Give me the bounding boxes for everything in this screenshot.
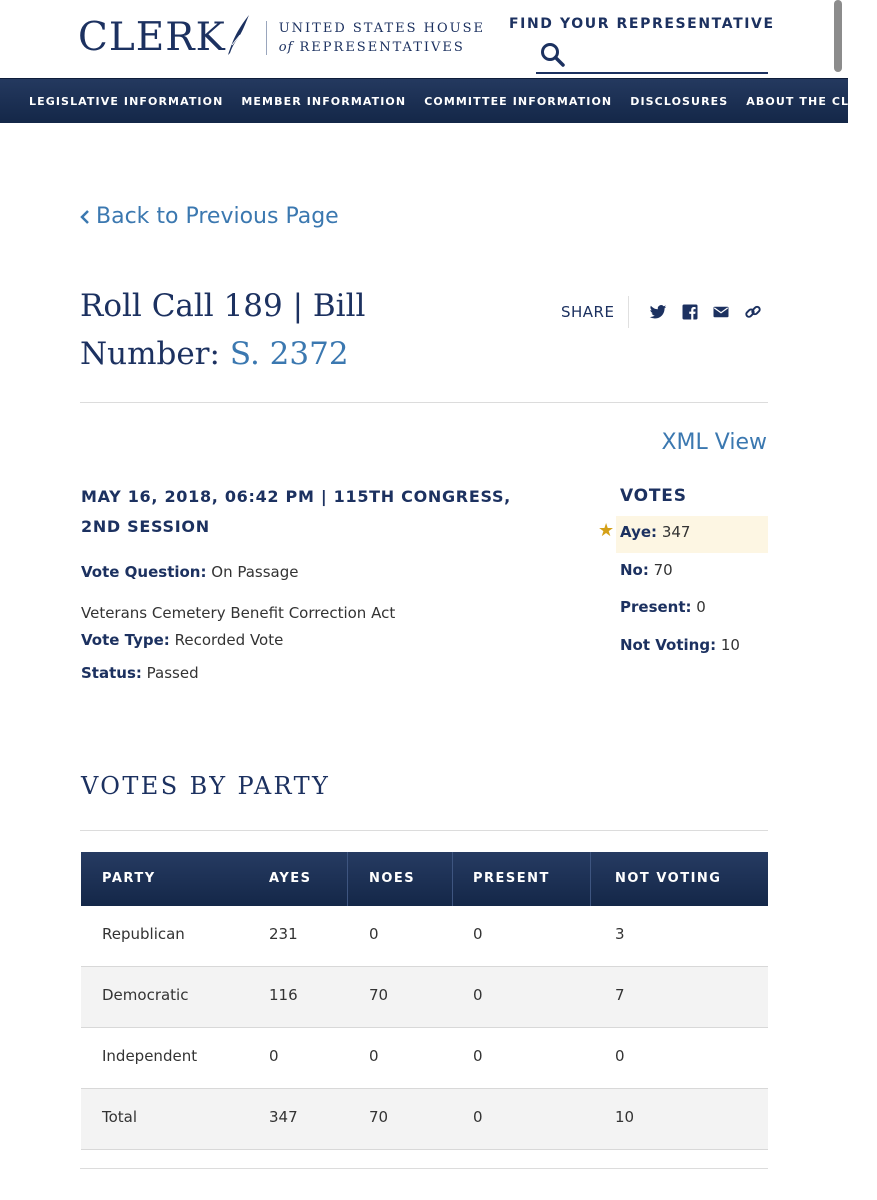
table-header — [81, 852, 768, 906]
vote-aye-label: Aye: — [620, 523, 658, 541]
header-divider — [590, 852, 591, 906]
header-divider — [347, 852, 348, 906]
cell-party: Democratic — [102, 986, 189, 1004]
nav-legislative-information[interactable]: LEGISLATIVE INFORMATION — [29, 94, 224, 108]
star-icon: ★ — [598, 520, 615, 541]
find-representative-title: FIND YOUR REPRESENTATIVE — [509, 16, 775, 32]
share-divider — [628, 296, 629, 328]
logo-subtitle-line2 — [279, 38, 485, 57]
cell-present: 0 — [473, 1108, 483, 1126]
vote-no — [620, 561, 673, 579]
page-title — [80, 282, 400, 378]
vote-present-label: Present: — [620, 598, 692, 616]
table-row — [81, 967, 768, 1028]
vote-present-count: 0 — [696, 598, 706, 616]
cell-noes: 70 — [369, 1108, 389, 1126]
header-party: PARTY — [102, 871, 156, 886]
table-row — [81, 906, 768, 967]
vote-type-label: Vote Type: — [81, 631, 170, 649]
vote-not-voting — [620, 636, 740, 654]
vote-status-label: Status: — [81, 664, 142, 682]
votes-by-party-table — [81, 852, 768, 1150]
cell-party: Independent — [102, 1047, 198, 1065]
vote-no-label: No: — [620, 561, 649, 579]
logo-divider — [266, 21, 267, 55]
vote-status — [81, 664, 199, 682]
party-divider — [80, 830, 768, 831]
email-icon[interactable] — [712, 303, 730, 321]
cell-noes: 70 — [369, 986, 389, 1004]
vote-not-voting-count: 10 — [720, 636, 740, 654]
nav-disclosures[interactable]: DISCLOSURES — [630, 94, 729, 108]
nav-about-the-clerk[interactable]: ABOUT THE CLERK — [746, 94, 877, 108]
header-ayes: AYES — [269, 871, 312, 886]
vote-date-session: MAY 16, 2018, 06:42 PM | 115TH CONGRESS, 2ND SESSION — [81, 487, 511, 536]
vote-question — [81, 563, 299, 581]
cell-not-voting: 10 — [615, 1108, 635, 1126]
header-not-voting: NOT VOTING — [615, 871, 722, 886]
cell-not-voting: 3 — [615, 925, 625, 943]
bill-number-link[interactable]: S. 2372 — [229, 336, 349, 372]
vote-not-voting-label: Not Voting: — [620, 636, 717, 654]
cell-present: 0 — [473, 986, 483, 1004]
vote-present — [620, 598, 706, 616]
logo-subtitle — [279, 19, 485, 57]
vote-question-value: On Passage — [211, 563, 299, 581]
quill-icon — [222, 13, 252, 57]
title-prefix: Roll Call 189 | Bill Number: — [80, 288, 366, 372]
vote-question-label: Vote Question: — [81, 563, 207, 581]
title-divider — [80, 402, 768, 403]
link-icon[interactable] — [744, 303, 762, 321]
back-link-label: Back to Previous Page — [96, 204, 339, 229]
facebook-icon[interactable] — [681, 303, 699, 321]
main-nav — [0, 78, 877, 123]
votes-by-party-heading: VOTES BY PARTY — [81, 772, 331, 800]
twitter-icon[interactable] — [649, 303, 667, 321]
cell-present: 0 — [473, 1047, 483, 1065]
xml-view-link[interactable]: XML View — [661, 430, 767, 455]
nav-committee-information[interactable]: COMMITTEE INFORMATION — [424, 94, 613, 108]
cell-not-voting: 0 — [615, 1047, 625, 1065]
site-header — [0, 0, 848, 78]
cell-not-voting: 7 — [615, 986, 625, 1004]
header-noes: NOES — [369, 871, 416, 886]
vote-status-value: Passed — [146, 664, 199, 682]
vote-type — [81, 631, 283, 649]
votes-heading: VOTES — [620, 486, 687, 506]
search-icon[interactable] — [540, 42, 566, 68]
logo-subtitle-reps: REPRESENTATIVES — [299, 39, 465, 55]
logo-subtitle-of: of — [278, 39, 294, 55]
table-row — [81, 1089, 768, 1150]
cell-ayes: 231 — [269, 925, 298, 943]
bottom-divider — [80, 1168, 768, 1169]
cell-party: Total — [102, 1108, 138, 1126]
share-label: SHARE — [561, 303, 615, 321]
cell-present: 0 — [473, 925, 483, 943]
header-divider — [452, 852, 453, 906]
vote-type-value: Recorded Vote — [174, 631, 284, 649]
table-row — [81, 1028, 768, 1089]
logo-wordmark: CLERK — [78, 15, 226, 60]
vote-aye — [620, 523, 690, 541]
vote-aye-count: 347 — [661, 523, 691, 541]
back-to-previous-page-link[interactable] — [80, 204, 339, 229]
find-representative-search[interactable] — [536, 38, 768, 74]
clerk-logo[interactable] — [78, 15, 485, 60]
vote-description: Veterans Cemetery Benefit Correction Act — [81, 604, 396, 622]
cell-noes: 0 — [369, 925, 379, 943]
chevron-left-icon — [80, 209, 90, 225]
cell-noes: 0 — [369, 1047, 379, 1065]
logo-subtitle-line1: UNITED STATES HOUSE — [278, 20, 485, 36]
scrollbar[interactable] — [834, 0, 842, 72]
nav-member-information[interactable]: MEMBER INFORMATION — [241, 94, 407, 108]
cell-party: Republican — [102, 925, 185, 943]
cell-ayes: 116 — [269, 986, 298, 1004]
cell-ayes: 0 — [269, 1047, 279, 1065]
header-present: PRESENT — [473, 871, 550, 886]
vote-no-count: 70 — [653, 561, 673, 579]
cell-ayes: 347 — [269, 1108, 298, 1126]
